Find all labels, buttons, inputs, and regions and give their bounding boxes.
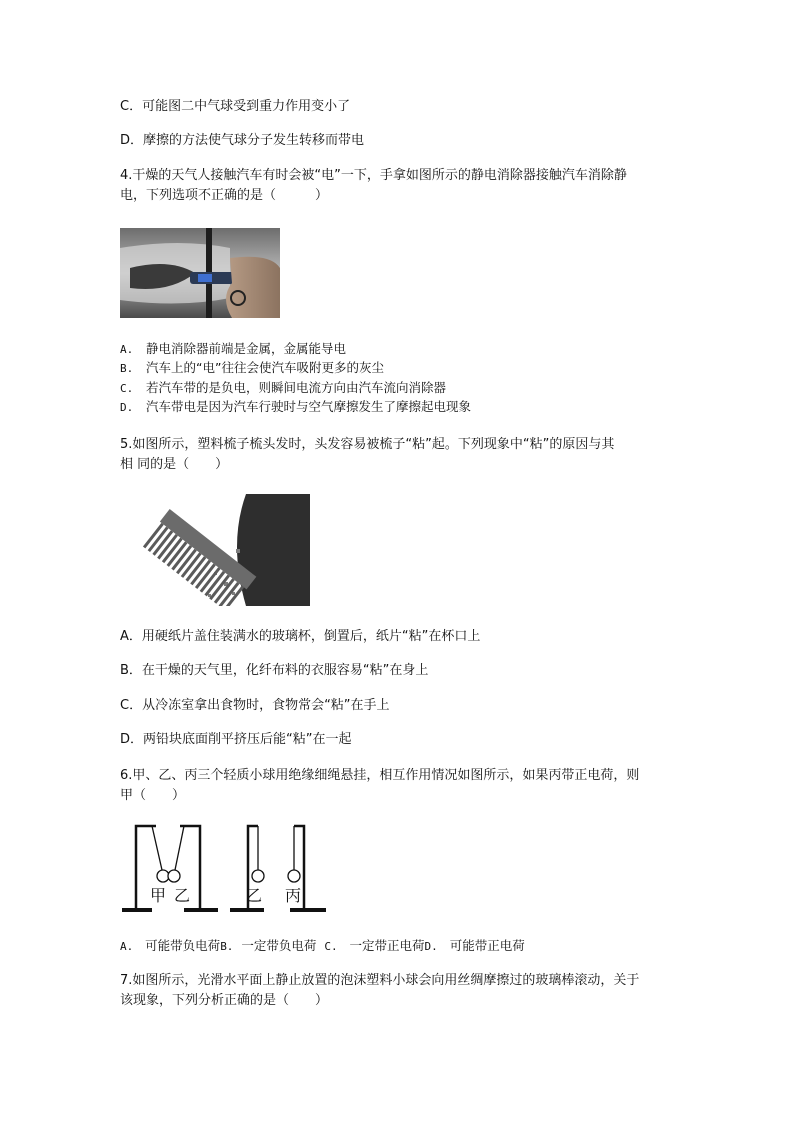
q4-option-d: D. 汽车带电是因为汽车行驶时与空气摩擦发生了摩擦起电现象	[120, 399, 472, 414]
q5-stem-line1: 5.如图所示，塑料梳子梳头发时，头发容易被梳子“粘”起。下列现象中“粘”的原因与其	[120, 437, 615, 452]
q6-stem-line1: 6.甲、乙、丙三个轻质小球用绝缘细绳悬挂，相互作用情况如图所示，如果丙带正电荷，则	[120, 768, 640, 783]
q5-option-c: C．从冷冻室拿出食物时，食物常会“粘”在手上	[120, 698, 390, 713]
ball-label-bing: 丙	[285, 886, 302, 905]
ball-label-yi-1: 乙	[174, 886, 191, 905]
q5-stem-line2: 相 同的是（ ）	[120, 457, 229, 472]
q4-stem-line1: 4.干燥的天气人接触汽车有时会被“电”一下，手拿如图所示的静电消除器接触汽车消除静	[120, 168, 627, 183]
q3-option-c: C．可能图二中气球受到重力作用变小了	[120, 99, 351, 114]
q4-stem-line2: 电，下列选项不正确的是（ ）	[120, 188, 329, 203]
q6-stem-line2: 甲（ ）	[120, 788, 186, 803]
q4-option-b: B. 汽车上的“电”往往会使汽车吸附更多的灰尘	[120, 360, 384, 375]
q4-option-a: A. 静电消除器前端是金属，金属能导电	[120, 341, 347, 356]
q4-option-c: C. 若汽车带的是负电，则瞬间电流方向由汽车流向消除器	[120, 380, 447, 395]
q3-option-d: D．摩擦的方法使气球分子发生转移而带电	[120, 133, 365, 148]
q6-options: A. 可能带负电荷B. 一定带负电荷 C. 一定带正电荷D. 可能带正电荷	[120, 938, 525, 953]
hanging-balls-diagram	[118, 822, 333, 914]
ball-label-jia: 甲	[150, 886, 167, 905]
q7-stem-line1: 7.如图所示，光滑水平面上静止放置的泡沫塑料小球会向用丝绸摩擦过的玻璃棒滚动，关于	[120, 973, 640, 988]
comb-hair-photo	[128, 494, 310, 606]
q5-option-d: D．两铅块底面削平挤压后能“粘”在一起	[120, 732, 352, 747]
ball-label-yi-2: 乙	[246, 886, 263, 905]
static-eliminator-photo	[120, 228, 280, 318]
q5-option-b: B．在干燥的天气里，化纤布料的衣服容易“粘”在身上	[120, 663, 429, 678]
q5-option-a: A．用硬纸片盖住装满水的玻璃杯，倒置后，纸片“粘”在杯口上	[120, 629, 481, 644]
q7-stem-line2: 该现象，下列分析正确的是（ ）	[120, 993, 329, 1008]
